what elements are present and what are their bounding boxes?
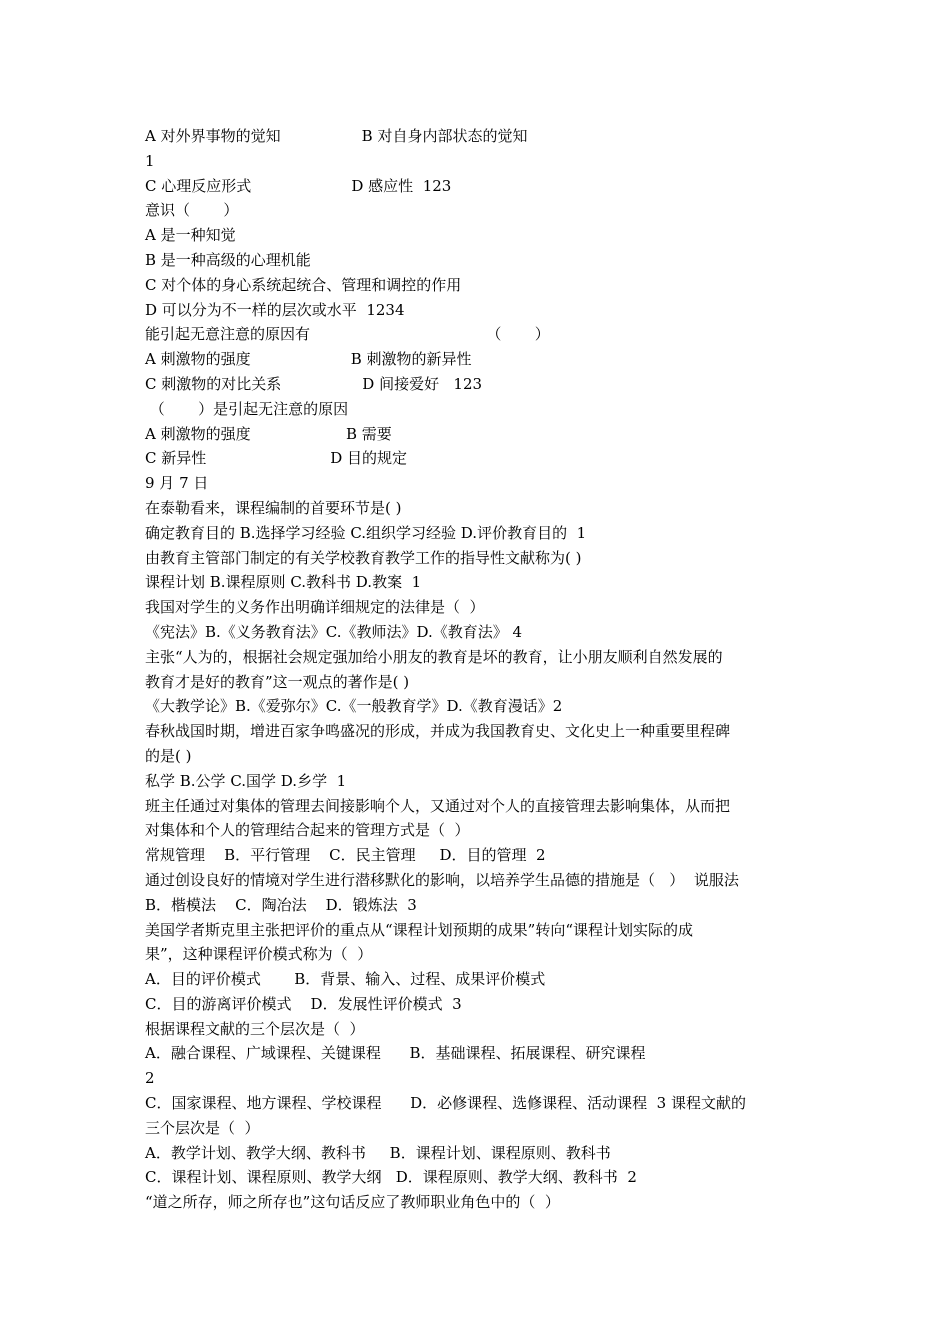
text-line: A．目的评价模式 B．背景、输入、过程、成果评价模式	[145, 970, 546, 989]
text-line: C．国家课程、地方课程、学校课程 D．必修课程、选修课程、活动课程 3 课程文献的	[145, 1094, 746, 1113]
text-line: C 刺激物的对比关系 D 间接爱好 123	[145, 374, 483, 393]
text-line: C 心理反应形式 D 感应性 123	[145, 176, 452, 195]
text-line: 春秋战国时期，增进百家争鸣盛况的形成，并成为我国教育史、文化史上一种重要里程碑	[145, 722, 731, 741]
text-line: “道之所存，师之所存也”这句话反应了教师职业角色中的（ ）	[145, 1193, 560, 1212]
text-line: C 对个体的身心系统起统合、管理和调控的作用	[145, 275, 462, 294]
text-line: C．目的游离评价模式 D．发展性评价模式 3	[145, 994, 462, 1013]
text-line: A．融合课程、广域课程、关键课程 B．基础课程、拓展课程、研究课程	[145, 1044, 646, 1063]
text-line: A 刺激物的强度 B 刺激物的新异性	[145, 350, 472, 369]
text-line: 美国学者斯克里主张把评价的重点从“课程计划预期的成果”转向“课程计划实际的成	[145, 920, 694, 939]
text-line: 9 月 7 日	[145, 474, 209, 493]
text-line: 课程计划 B.课程原则 C.教科书 D.教案 1	[145, 573, 422, 592]
text-line: 我国对学生的义务作出明确详细规定的法律是（ ）	[145, 598, 485, 617]
text-line: 确定教育目的 B.选择学习经验 C.组织学习经验 D.评价教育目的 1	[145, 523, 587, 542]
text-line: B 是一种高级的心理机能	[145, 250, 311, 269]
text-line: 主张“人为的，根据社会规定强加给小朋友的教育是坏的教育，让小朋友顺利自然发展的	[145, 647, 723, 666]
text-line: A．教学计划、教学大纲、教科书 B．课程计划、课程原则、教科书	[145, 1143, 611, 1162]
text-line: 对集体和个人的管理结合起来的管理方式是（ ）	[145, 821, 470, 840]
text-line: 在泰勒看来，课程编制的首要环节是( )	[145, 498, 402, 517]
text-line: 由教育主管部门制定的有关学校教育教学工作的指导性文献称为( )	[145, 548, 582, 567]
text-line: A 刺激物的强度 B 需要	[145, 424, 392, 443]
text-line: A 是一种知觉	[145, 226, 236, 245]
text-line: C 新异性 D 目的规定	[145, 449, 408, 468]
document-body	[145, 124, 810, 1215]
text-line: 能引起无意注意的原因有 （ ）	[145, 325, 550, 344]
text-line: 2	[145, 1069, 155, 1088]
text-line: 班主任通过对集体的管理去间接影响个人，又通过对个人的直接管理去影响集体，从而把	[145, 796, 731, 815]
text-line: 果”，这种课程评价模式称为（ ）	[145, 945, 373, 964]
text-line: （ ）是引起无注意的原因	[145, 399, 349, 418]
text-line: 私学 B.公学 C.国学 D.乡学 1	[145, 771, 347, 790]
text-line: 《宪法》B.《义务教育法》C.《教师法》D.《教育法》 4	[145, 622, 523, 641]
text-line: 的是( )	[145, 746, 192, 765]
text-line: 通过创设良好的情境对学生进行潜移默化的影响，以培养学生品德的措施是（ ） 说服法	[145, 870, 739, 889]
text-line: 三个层次是（ ）	[145, 1118, 260, 1137]
text-line: B．楷模法 C．陶冶法 D．锻炼法 3	[145, 895, 417, 914]
text-line: C．课程计划、课程原则、教学大纲 D．课程原则、教学大纲、教科书 2	[145, 1168, 637, 1187]
text-line: 教育才是好的教育”这一观点的著作是( )	[145, 672, 410, 691]
text-line: 意识（ ）	[145, 201, 239, 220]
text-line: A 对外界事物的觉知 B 对自身内部状态的觉知	[145, 127, 528, 145]
text-line: 常规管理 B．平行管理 C．民主管理 D．目的管理 2	[145, 846, 546, 865]
text-line: 根据课程文献的三个层次是（ ）	[145, 1019, 365, 1038]
text-line: D 可以分为不一样的层次或水平 1234	[145, 300, 405, 319]
text-line: 《大教学论》B.《爱弥尔》C.《一般教育学》D.《教育漫话》2	[145, 697, 563, 716]
text-line: 1	[145, 151, 155, 170]
